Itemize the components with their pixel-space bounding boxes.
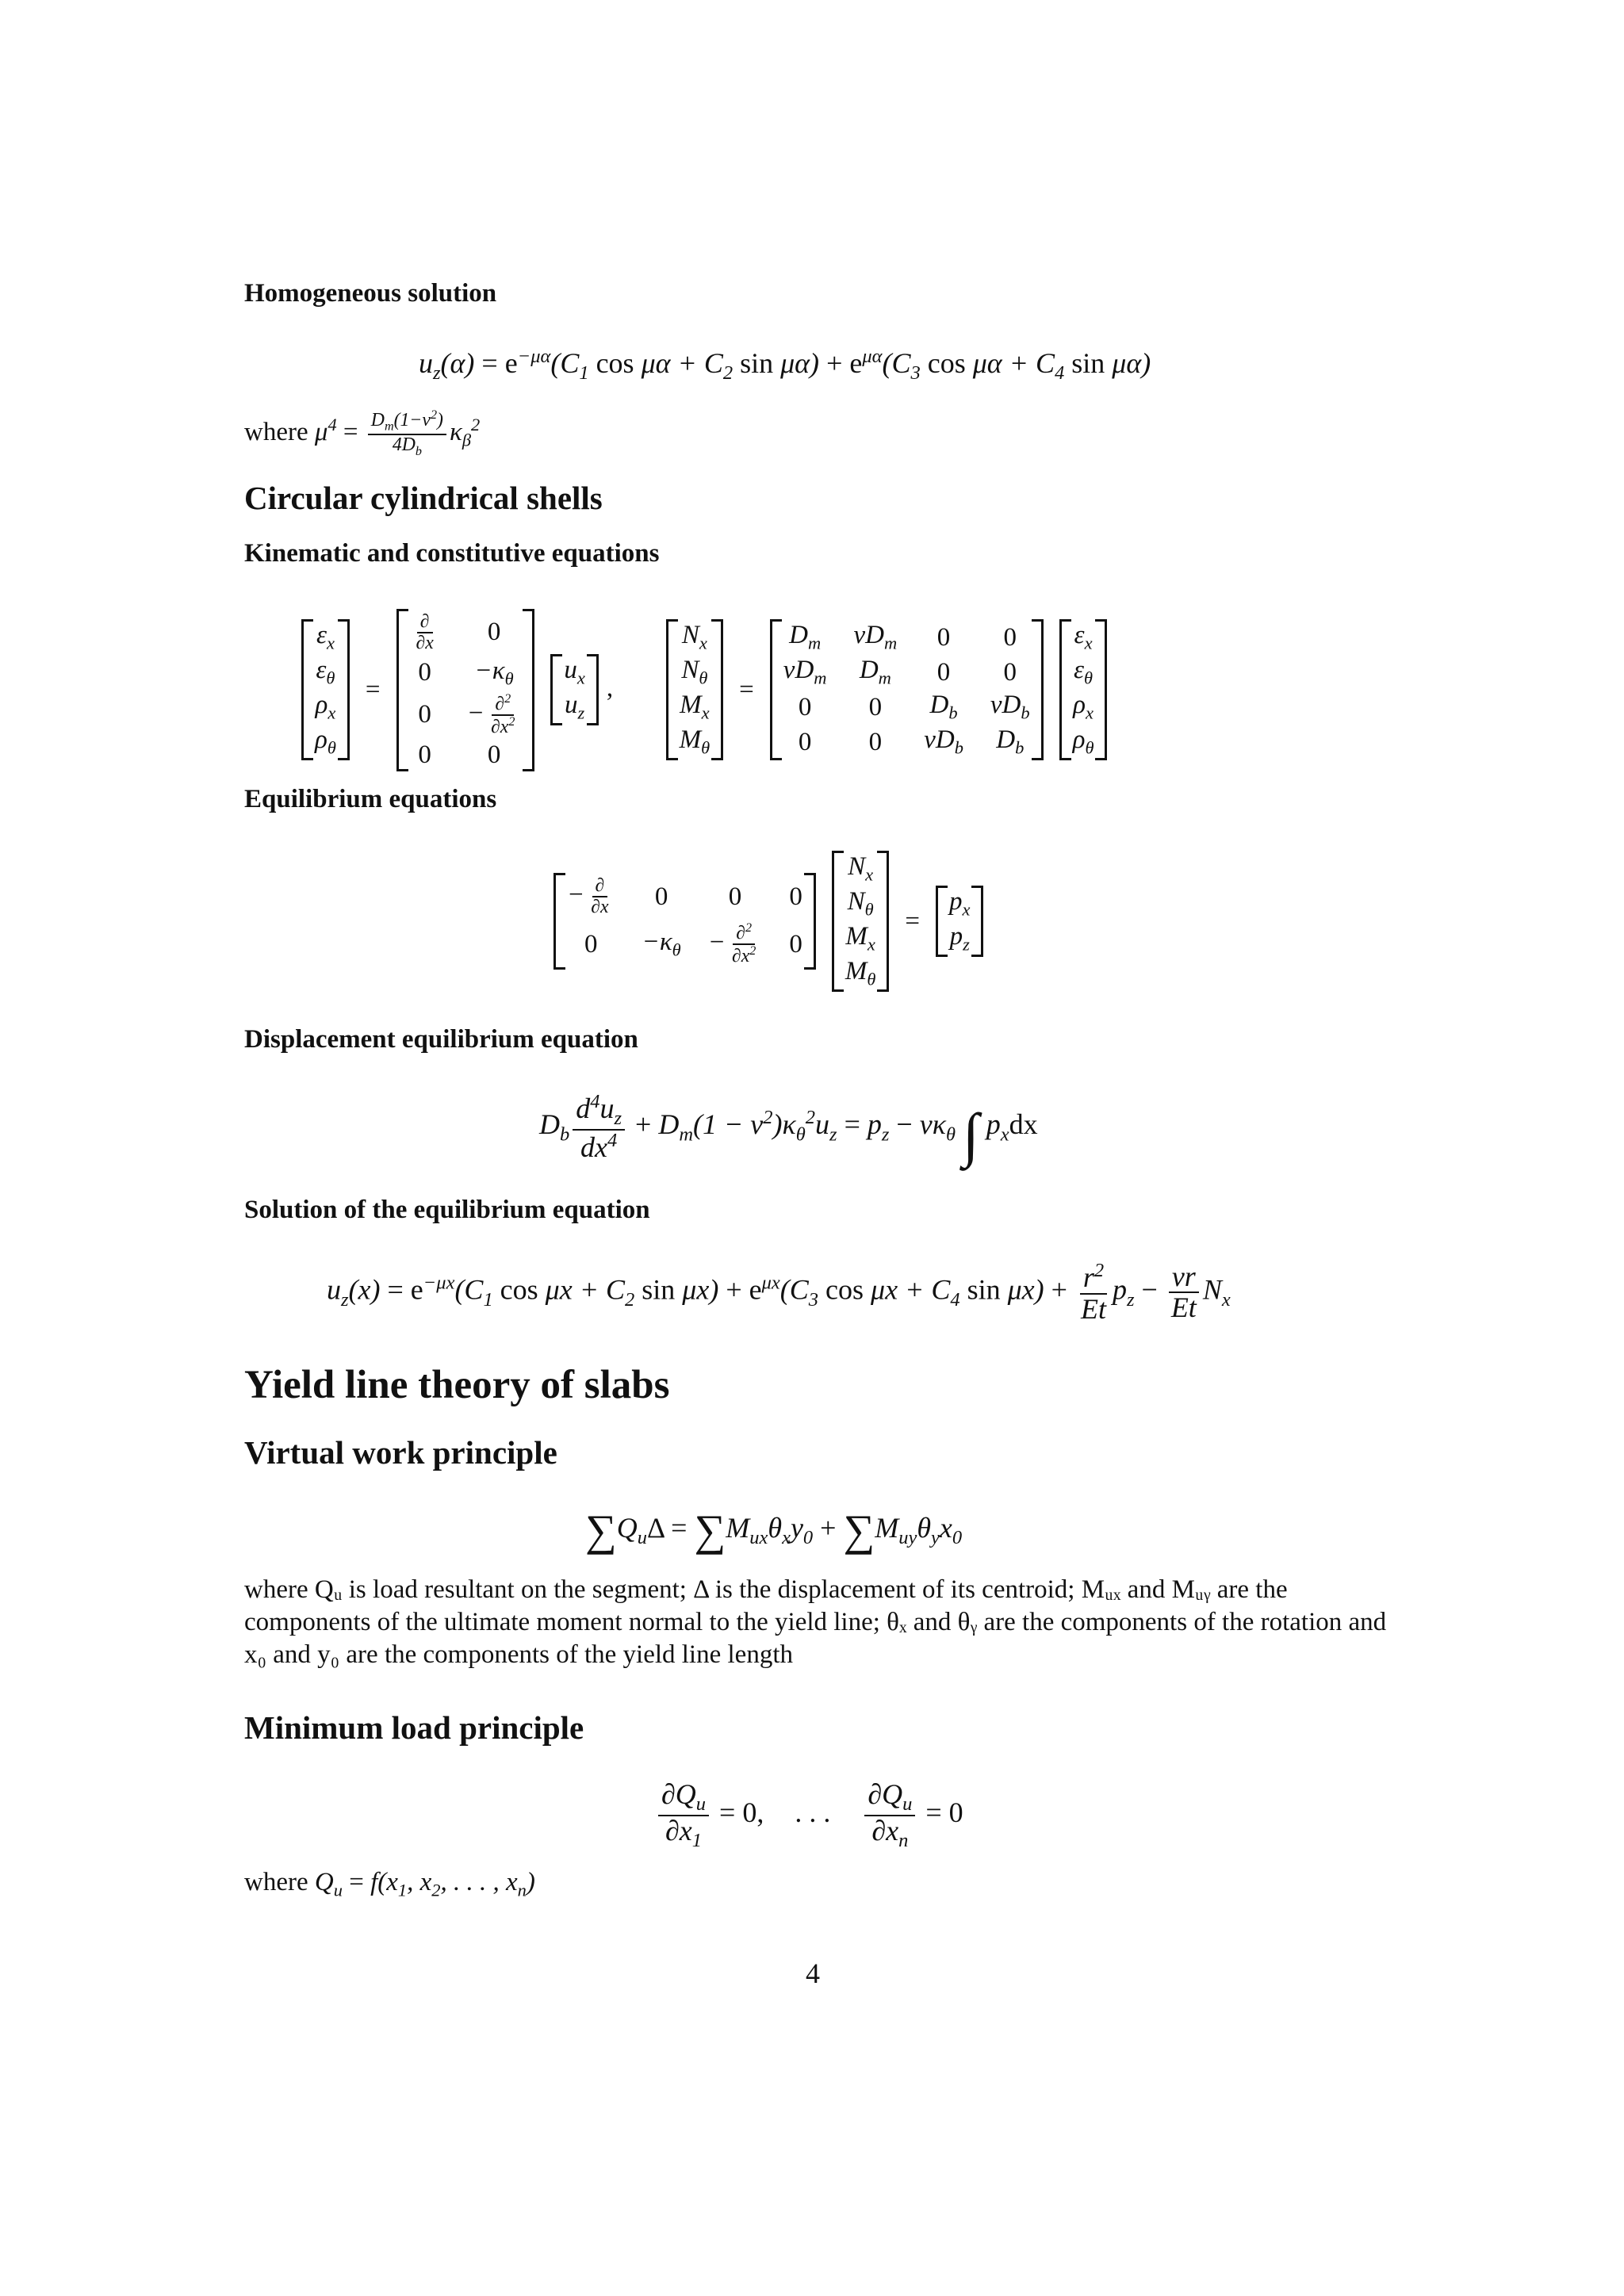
heading-displacement-equilibrium: Displacement equilibrium equation [244, 1025, 638, 1054]
equation-virtual-work: $\sum Q_u\Delta = \sum M_{ux}\theta_xy_0 + \sum M_{uy}\theta_yx_0$ [585, 1506, 963, 1556]
equation-kinematic-constitutive: $\varepsilon_x$ $\varepsilon_\theta$ $\rho_x$ $\rho_\theta$ = $\frac{\partial}{\partial x}$ 0 0 $-\kappa_\theta$ 0 − $\frac{\partial^2}{\partial x^2}$ 0 0 $u_x$ $u_z$ , $N_x$ $N_\theta$ $M_x$ $M_\theta$ = $D_m$ $\nu D_m$ 0 0 $\nu D_m$ $D_m$ 0 0 0 0 $D_b$ $\nu D_b$ 0 0 $\nu D_b$ $D_b$ $\varepsilon_x$ $\varepsilon_\theta$ $\rho_x$ $\rho_\theta$ [293, 609, 1115, 771]
equation-solution: $u_z(x) = e^{-\mu x}(C_1$ $\cos \mu x + C_2$ $\sin \mu x) + e^{\mu x}(C_3$ $\cos \mu x + C_4$ sin μx) + $\frac{r^2}{Et}$ $p_z$ − $\frac{\nu r}{Et}$ $N_x$ [327, 1260, 1231, 1325]
minimum-load-where-line [244, 1866, 1394, 1907]
equation-displacement-equilibrium: $D_b$ $\frac{d^4u_z}{dx^4}$ + $D_m(1 - \nu^2)\kappa_\theta^2u_z = p_z - \nu\kappa_\theta$ ∫ $p_xdx$ [539, 1091, 1038, 1169]
equation-homogeneous-solution: $u_z(\alpha) = e^{-\mu\alpha}(C_1$ $\cos \mu\alpha + C_2$ $\sin \mu\alpha) + e^{\mu\alpha}(C_3$ $\cos \mu\alpha + C_4$ sin μα) [419, 346, 1151, 385]
heading-equilibrium-equations: Equilibrium equations [244, 785, 497, 813]
equation-equilibrium: − $\frac{\partial}{\partial x}$ 0 0 0 0 $-\kappa_\theta$ − $\frac{\partial^2}{\partial x^2}$ 0 $N_x$ $N_\theta$ $M_x$ $M_\theta$ = $p_x$ $p_z$ [546, 851, 991, 992]
heading-virtual-work: Virtual work principle [244, 1434, 557, 1471]
mu-definition: $\mu^4$ = $\frac{D_m(1-\nu^2)}{4D_b}$ $\kappa_\beta^2$ [314, 408, 481, 459]
equation-minimum-load: $\frac{\partial Q_u}{\partial x_1}$ = 0, . . . $\frac{\partial Q_u}{\partial x_n}$ = 0 [655, 1780, 963, 1851]
where-mu-line [244, 408, 1394, 459]
heading-homogeneous-solution: Homogeneous solution [244, 279, 497, 308]
heading-solution-equilibrium: Solution of the equilibrium equation [244, 1196, 650, 1224]
heading-yield-line-theory: Yield line theory of slabs [244, 1363, 670, 1407]
heading-minimum-load: Minimum load principle [244, 1709, 584, 1746]
where-mu-label: where [244, 418, 308, 446]
heading-kinematic-constitutive: Kinematic and constitutive equations [244, 539, 660, 568]
heading-circular-cylindrical-shells: Circular cylindrical shells [244, 480, 603, 516]
qu-function-definition: $Q_u = f(x_1$, $x_2$, . . . , $x_n$) [314, 1868, 535, 1900]
minimum-load-where-label: where [244, 1868, 308, 1896]
page-number: 4 [806, 1957, 820, 1989]
virtual-work-explanation: where Qᵤ is load resultant on the segment; Δ is the displacement of its centroid; Mᵤₓ and Mᵤᵧ are the components of the ultimate moment normal to the yield line; θₓ and θᵧ are the components of the rotation and x₀ and y₀ are the components of the yield line length [244, 1575, 1387, 1669]
